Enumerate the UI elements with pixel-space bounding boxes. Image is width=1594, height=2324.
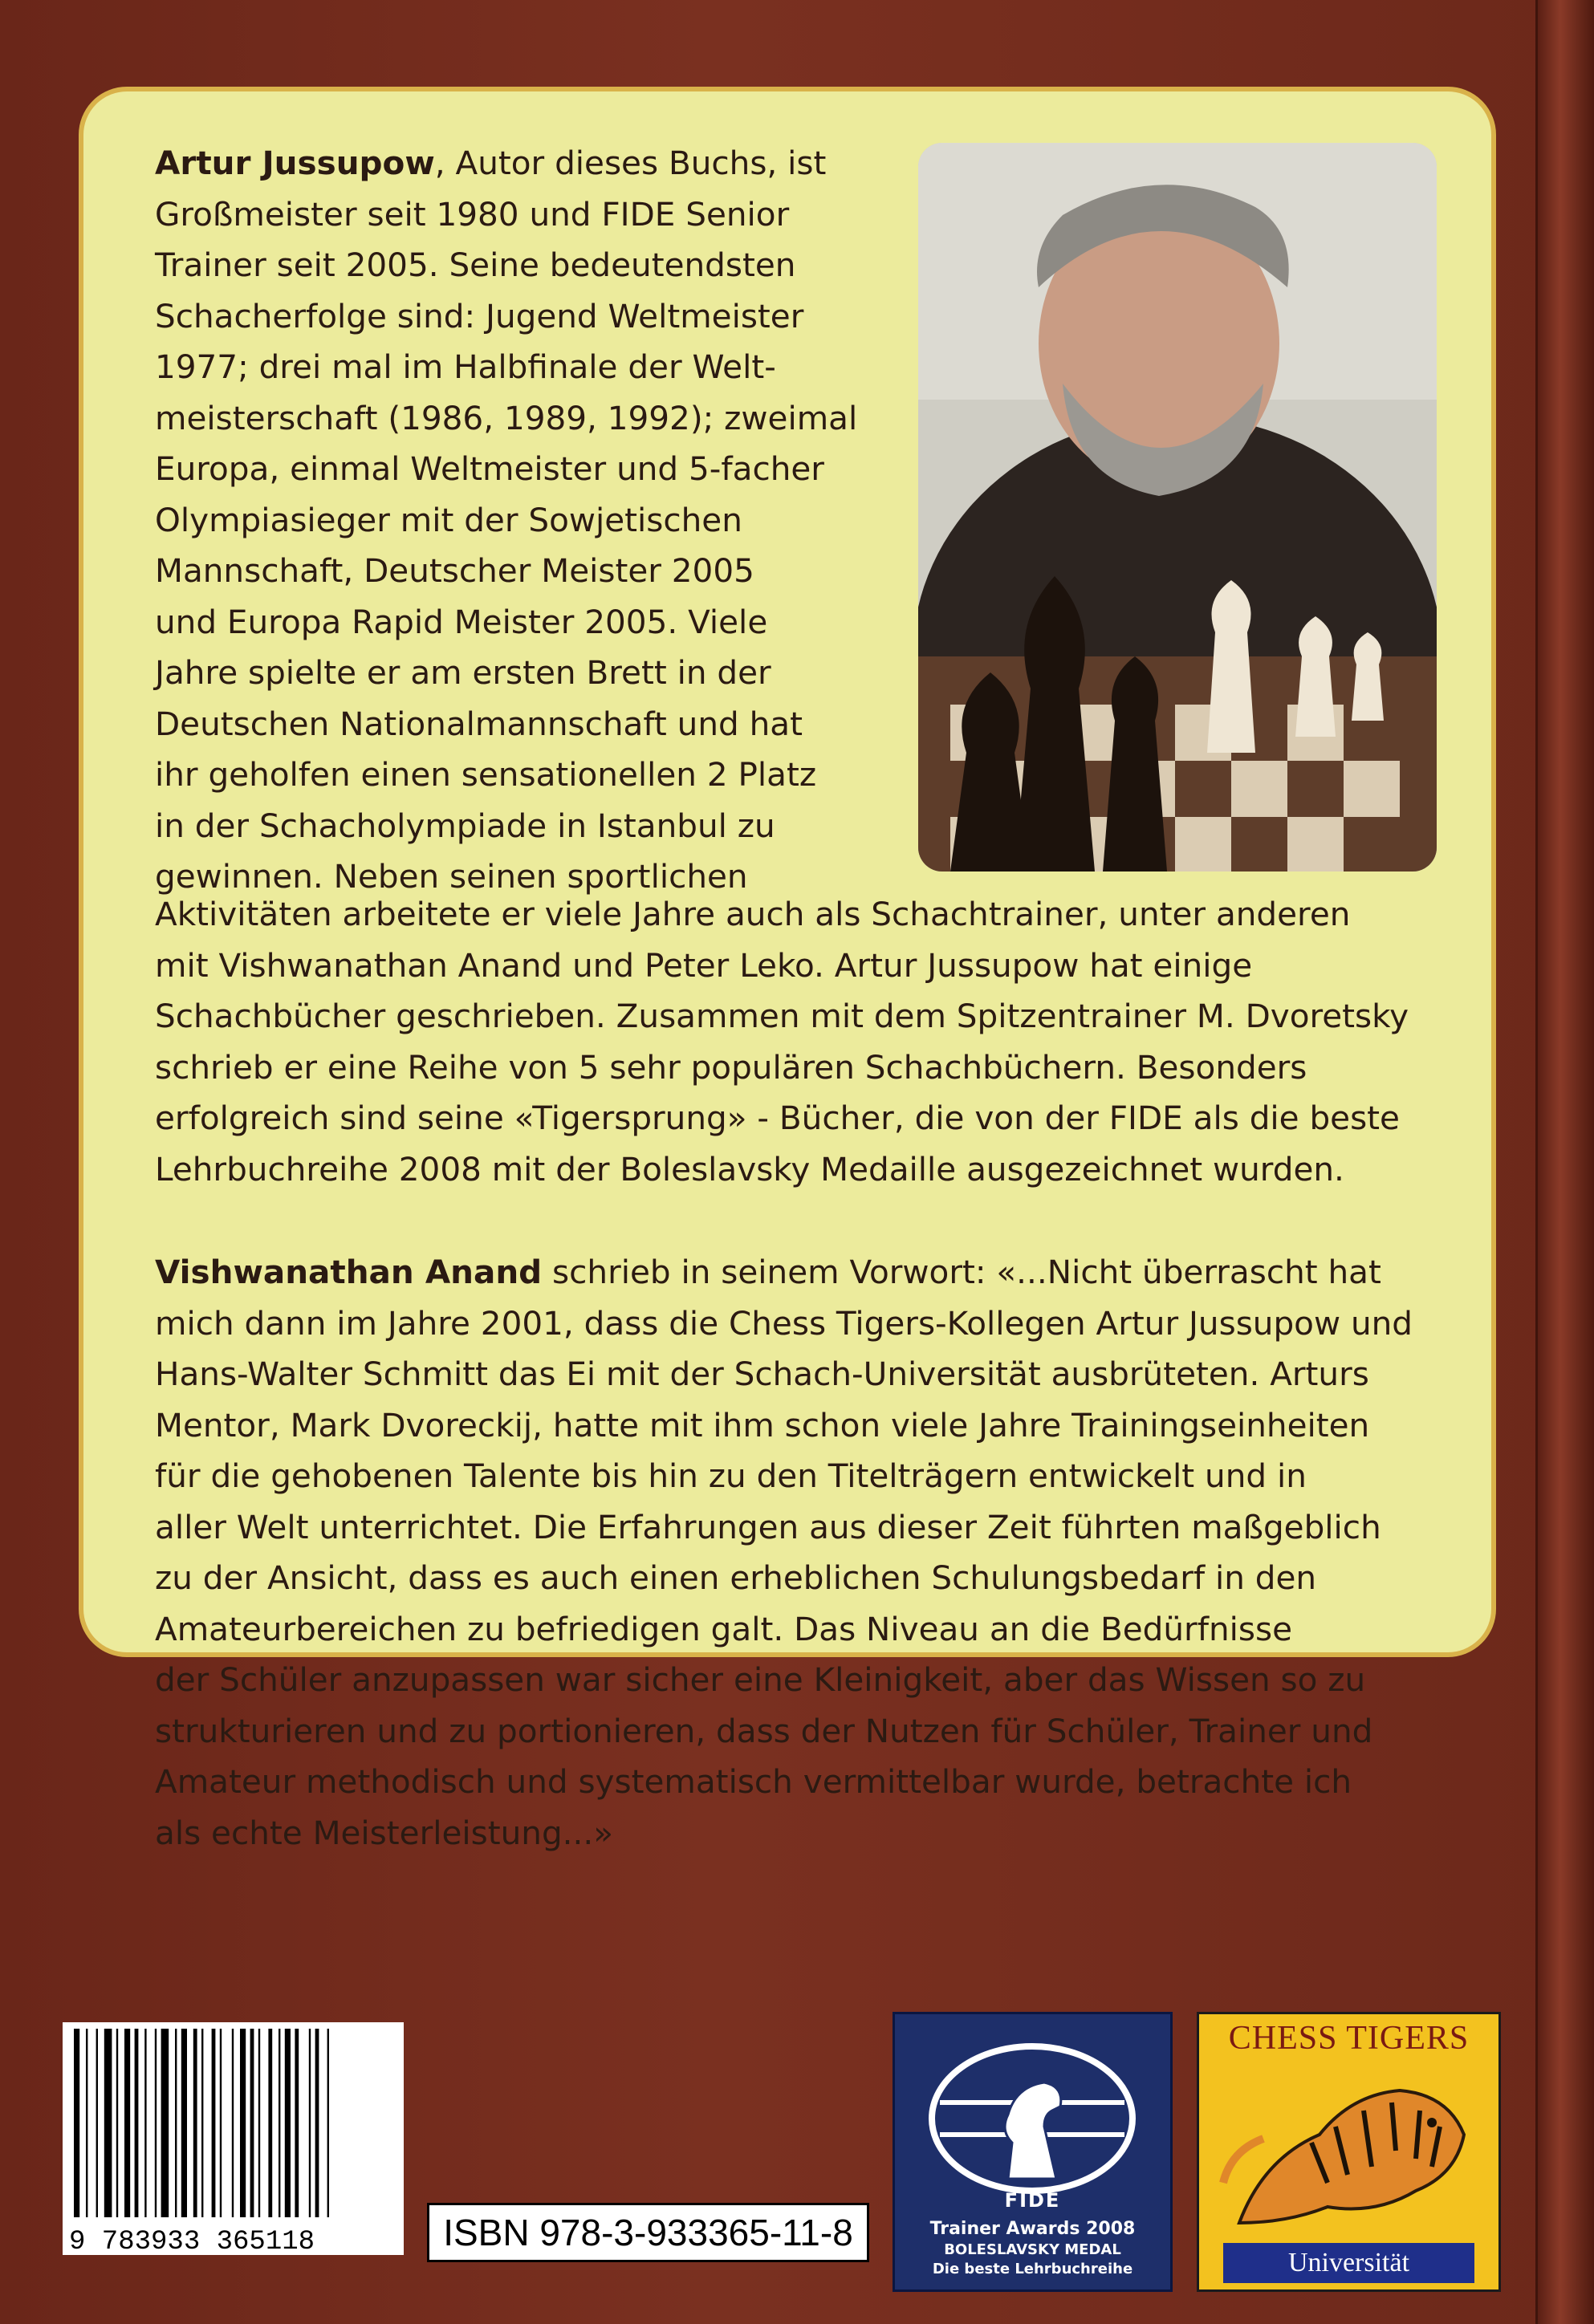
- quote-line: für die gehobenen Talente bis hin zu den Titelträgern entwickelt und in: [155, 1457, 1307, 1495]
- bio-line: Trainer seit 2005. Seine bedeutendsten: [155, 246, 796, 284]
- barcode-digits: 9 783933 365118: [69, 2227, 315, 2255]
- bio-line: Aktivitäten arbeitete er viele Jahre auch als Schachtrainer, unter anderen: [155, 895, 1351, 933]
- quote-line: Vishwanathan Anand schrieb in seinem Vorwort: «...Nicht überrascht hat: [155, 1253, 1381, 1291]
- barcode-bar: [74, 2029, 79, 2217]
- barcode-bar: [295, 2029, 299, 2217]
- barcode-bar: [193, 2029, 197, 2217]
- bio-line: Mannschaft, Deutscher Meister 2005: [155, 551, 754, 590]
- bio-line: Lehrbuchreihe 2008 mit der Boleslavsky Medaille ausgezeichnet wurden.: [155, 1149, 1344, 1188]
- barcode-bars: [63, 2022, 404, 2255]
- bio-line: meisterschaft (1986, 1989, 1992); zweimal: [155, 398, 858, 437]
- bio-line: Jahre spielte er am ersten Brett in der: [155, 653, 771, 692]
- barcode-bar: [96, 2029, 98, 2217]
- author-photo: [918, 143, 1437, 872]
- barcode-bar: [268, 2029, 272, 2217]
- barcode-bar: [155, 2029, 157, 2217]
- fide-emblem-icon: [924, 2038, 1141, 2199]
- barcode-bar: [104, 2029, 112, 2217]
- bio-line: gewinnen. Neben seinen sportlichen: [155, 857, 748, 896]
- barcode-bar: [309, 2029, 311, 2217]
- quote-line: der Schüler anzupassen war sicher eine Kleinigkeit, aber das Wissen so zu: [155, 1660, 1366, 1699]
- book-spine: [1535, 0, 1594, 2324]
- barcode-bar: [250, 2029, 254, 2217]
- fide-award-subtitle: Die beste Lehrbuchreihe: [932, 2261, 1133, 2277]
- barcode-bar: [135, 2029, 139, 2217]
- isbn-label: ISBN 978-3-933365-11-8: [427, 2203, 869, 2262]
- barcode-bar: [315, 2029, 319, 2217]
- fide-medal-name: BOLESLAVSKY MEDAL: [944, 2241, 1121, 2258]
- bio-paragraph-top: [155, 138, 861, 903]
- anand-quote-paragraph: [155, 1247, 1415, 1859]
- barcode-bar: [175, 2029, 177, 2217]
- bio-line: Olympiasieger mit der Sowjetischen: [155, 500, 742, 539]
- bio-line: Schacherfolge sind: Jugend Weltmeister: [155, 296, 804, 335]
- fide-award-badge: [893, 2012, 1173, 2292]
- quote-line: aller Welt unterrichtet. Die Erfahrungen aus dieser Zeit führten maßgeblich: [155, 1507, 1381, 1546]
- bio-line: erfolgreich sind seine «Tigersprung» - Bücher, die von der FIDE als die beste: [155, 1099, 1400, 1137]
- chess-tigers-logo: [1197, 2012, 1501, 2292]
- fide-label: FIDE: [1004, 2189, 1061, 2212]
- barcode-bar: [144, 2029, 146, 2217]
- tiger-icon: [1215, 2062, 1482, 2231]
- barcode-bar: [279, 2029, 280, 2217]
- quote-line: Mentor, Mark Dvoreckij, hatte mit ihm schon viele Jahre Trainingseinheiten: [155, 1405, 1370, 1444]
- bio-line: mit Vishwanathan Anand und Peter Leko. Artur Jussupow hat einige: [155, 945, 1253, 985]
- quote-line: Amateurbereichen zu befriedigen galt. Das Niveau an die Bedürfnisse: [155, 1609, 1292, 1648]
- quote-line: als echte Meisterleistung...»: [155, 1813, 614, 1852]
- bio-line: Deutschen Nationalmannschaft und hat: [155, 704, 803, 743]
- barcode-bar: [161, 2029, 169, 2217]
- barcode-bar: [212, 2029, 216, 2217]
- barcode-bar: [327, 2029, 329, 2217]
- bio-line: 1977; drei mal im Halbfinale der Welt-: [155, 347, 776, 386]
- bio-line: Schachbücher geschrieben. Zusammen mit dem Spitzentrainer M. Dvoretsky: [155, 997, 1409, 1035]
- barcode-bar: [258, 2029, 260, 2217]
- bio-line: ihr geholfen einen sensationellen 2 Platz: [155, 755, 817, 794]
- barcode-bar: [201, 2029, 203, 2217]
- quote-line: Hans-Walter Schmitt das Ei mit der Schach-Universität ausbrüteten. Arturs: [155, 1355, 1369, 1393]
- barcode-bar: [181, 2029, 187, 2217]
- chess-tigers-subtitle: Universität: [1223, 2243, 1474, 2283]
- bio-line: Artur Jussupow, Autor dieses Buchs, ist: [155, 144, 827, 182]
- quote-line: mich dann im Jahre 2001, dass die Chess Tigers-Kollegen Artur Jussupow und: [155, 1303, 1413, 1343]
- barcode-bar: [285, 2029, 291, 2217]
- barcode-bar: [232, 2029, 234, 2217]
- barcode-bar: [240, 2029, 246, 2217]
- barcode-bar: [116, 2029, 118, 2217]
- barcode: [63, 2022, 404, 2255]
- bio-paragraph-bottom: [155, 889, 1415, 1195]
- bio-line: Großmeister seit 1980 und FIDE Senior: [155, 194, 790, 234]
- author-name: Artur Jussupow: [155, 144, 435, 182]
- quote-line: strukturieren und zu portionieren, dass der Nutzen für Schüler, Trainer und: [155, 1711, 1373, 1750]
- fide-award-title: Trainer Awards 2008: [929, 2219, 1136, 2239]
- barcode-bar: [86, 2029, 87, 2217]
- barcode-bar: [220, 2029, 222, 2217]
- quote-speaker: Vishwanathan Anand: [155, 1253, 543, 1291]
- quote-line: zu der Ansicht, dass es auch einen erheblichen Schulungsbedarf in den: [155, 1558, 1317, 1597]
- barcode-bar: [124, 2029, 130, 2217]
- bio-line: und Europa Rapid Meister 2005. Viele: [155, 602, 768, 641]
- bio-line: Europa, einmal Weltmeister und 5-facher: [155, 449, 824, 488]
- bio-line: in der Schacholympiade in Istanbul zu: [155, 806, 775, 845]
- bio-line: schrieb er eine Reihe von 5 sehr populären Schachbüchern. Besonders: [155, 1047, 1307, 1087]
- chess-tigers-title: CHESS TIGERS: [1228, 2020, 1470, 2057]
- quote-line: Amateur methodisch und systematisch vermittelbar wurde, betrachte ich: [155, 1762, 1352, 1801]
